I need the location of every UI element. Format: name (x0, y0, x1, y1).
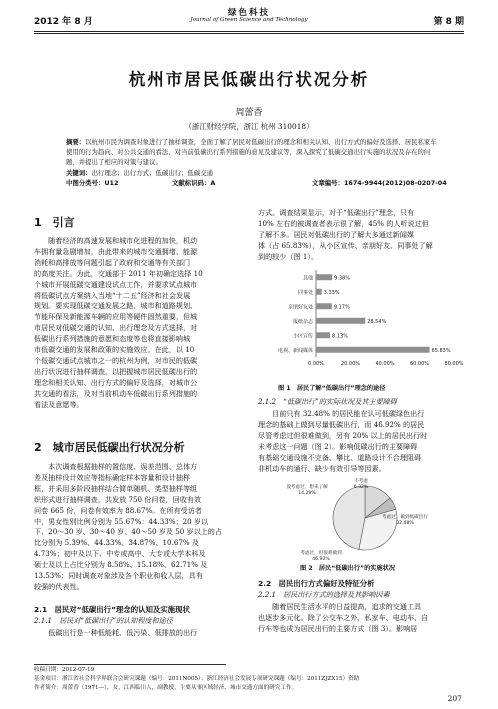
footnote-rule (34, 664, 226, 665)
slice-value-label: 14.29% (298, 491, 316, 496)
text-line: 尽管考虑过但很难做到，另有 20% 以上的居民出行时 (258, 430, 428, 440)
bar (316, 274, 332, 280)
text-line: 框，并采用多阶段抽样结合简单随机、类型抽样等组 (34, 483, 198, 493)
bar (316, 289, 322, 295)
header-rule-double (34, 33, 464, 34)
text-line: 出行状况进行抽样调查，以把握城市居民低碳出行的 (34, 366, 198, 376)
pie-slice (333, 486, 365, 549)
page-number: 207 (447, 694, 462, 703)
category-label: 亲朋好友处 (287, 304, 313, 311)
section-2-1-heading: 2.1 居民对“低碳出行”理念的认知及实施现状 (34, 605, 190, 614)
data-label: 65.83% (431, 347, 451, 354)
keywords (66, 168, 438, 178)
text-line: 4.73%；初中及以下、中专或高中、大专或大学本科及 (34, 549, 206, 559)
figure-2-caption: 图 2 居民“低碳出行”的实施状况 (300, 565, 396, 572)
text-line: 较强的代表性。 (34, 581, 84, 591)
abstract (66, 137, 438, 168)
data-label: 8.13% (332, 333, 348, 340)
document-code: 文献标识码：A (172, 179, 216, 187)
text-line: 问卷 665 份，问卷有效率为 88.67%。在所有受访者 (34, 505, 202, 515)
text-line: 织形式进行抽样调查，共发放 750 份问卷，回收有效 (34, 494, 202, 504)
text-line: 规划。要实现低碳交通发展之路，城市和道路规划、 (34, 301, 198, 311)
text-line: 了解不多。居民对低碳出行的了解大多通过新闻媒 (258, 229, 415, 239)
text-line: 本次调查根据抽样的置信度、误差范围、总体方 (34, 462, 198, 471)
text-line: 行车等也成为居民出行的主要方式（图 3）。影响居 (258, 623, 418, 633)
text-line: 个城市开展低碳交通建设试点工作，并要求试点城市 (34, 279, 198, 289)
x-tick-label: 40.00% (375, 361, 395, 367)
abstract-text: 以杭州市民为调查对象进行了抽样调查，全面了解了居民对低碳出行的理念和相关认知、出行方式的偏好及选择、居民私家车使用的行为趋向、对公共交通的看法、对当前低碳出行系列措施的意见及建议等，深入探究了低碳交通出行实施的状况及存在的问题，并提出了相应的对策与建议。 (66, 138, 437, 167)
text-line: 共交通的看法，及对当前机动车低碳出行系列措施的 (34, 388, 198, 398)
x-tick-label: 60.00% (409, 361, 430, 367)
bar (316, 303, 332, 309)
section-1-heading: 1 引言 (34, 216, 75, 229)
text-line: 低碳出行系列措施的意愿和态度等也将直接影响城 (34, 334, 191, 344)
category-label: 报纸杂志 (292, 318, 313, 325)
text-line: 理念和相关认知、出行方式的偏好及选择，对城市公 (34, 377, 198, 387)
text-line: 体（占 65.83%），从小区宣传、亲朋好友、同事处了解 (258, 240, 433, 250)
text-line: 市居民对低碳交通的认知、出行理念及方式选择，对 (34, 323, 198, 333)
slice-value-label: 6.32% (353, 485, 369, 490)
issue-number: 第 8 期 (433, 17, 464, 27)
text-line: 个低碳交通试点城市之一的杭州为例，对市民的低碳 (34, 355, 198, 365)
x-tick-label: 80.00% (444, 361, 464, 367)
x-tick-label: 0.00% (308, 361, 324, 367)
keywords-label: 关键词： (66, 169, 92, 177)
running-header (34, 6, 464, 30)
text-line: 目前只有 32.48% 的居民能在认可低碳绿色出行 (258, 409, 425, 418)
issue-date: 2012 年 8 月 (34, 17, 93, 27)
bar (316, 318, 365, 324)
journal-name: 绿色科技 (227, 8, 270, 18)
slice-value-label: 46.92% (312, 557, 330, 562)
text-line: 有基础交通设施不完备、攀比、道路设计不合理阻碍 (258, 452, 422, 462)
text-line: 下、20～30 岁、30～40 岁、40～50 岁及 50 岁以上的占 (34, 527, 222, 537)
slice-value-label: 32.48% (396, 521, 414, 526)
text-line: 13.53%；同时调查对象涉及各个职业和收入层，具有 (34, 571, 203, 580)
text-line: 硕士及以上占比分别为 8.58%、15.18%、62.71% 及 (34, 560, 208, 570)
section-2-2-1-heading: 2.2.1 居民出行方式的选择及其影响因素 (258, 590, 390, 599)
author-bio: 作者简介：周蕾香（1971—），女，江西临川人，副教授，主要从事区域经济、城市交通方面的研究工作。 (34, 685, 298, 691)
data-label: 28.54% (367, 318, 387, 325)
text-line: 中，男女性别比例分别为 55.67%：44.33%；20 岁以 (34, 516, 209, 526)
paper-title: 杭州市居民低碳出行状况分析 (128, 70, 370, 89)
text-line: 差及抽样设计效应等指标确定样本容量和设计抽样 (34, 472, 191, 482)
text-line: 方式。调查结果显示，对于“低碳出行”理念，只有 (258, 208, 415, 217)
text-line: 也逐步多元化。除了公交车之外，私家车、电动车、自 (258, 612, 429, 622)
article-number: 文章编号：1674-9944(2012)08-0207-04 (312, 179, 447, 187)
text-line: 低碳出行是一种低能耗、低污染、低排放的出行 (34, 628, 198, 637)
section-2-2-heading: 2.2 居民出行方式偏好及特征分析 (258, 579, 375, 588)
category-label: 同事处 (297, 289, 313, 296)
header-rule (34, 31, 464, 32)
bar (316, 347, 430, 353)
text-line: 非机动车的通行、缺少有效引导等因素。 (258, 463, 386, 473)
slice-label: 不考虑 (354, 479, 368, 484)
fund-note: 基金项目：浙江省社会科学界联合会研究课题（编号：2011N005）；浙江经济社会发展专项研究课题（编号：2011ZJZX15）资助 (34, 676, 360, 682)
abstract-label: 摘要： (66, 138, 86, 146)
category-label: 小区宣传 (292, 333, 313, 340)
section-2-1-1-heading: 2.1.1 居民对“低碳出行”的认知程度和途径 (34, 616, 173, 625)
category-label: 电视、新闻媒体 (277, 347, 313, 354)
text-line: 的高度关注。为此，交通部于 2011 年初确定选择 10 (34, 268, 203, 278)
figure-1-bar-chart (258, 266, 464, 378)
author: 周蕾香 (235, 108, 263, 118)
text-line: 比分别为 5.39%、44.33%、34.87%、10.67% 及 (34, 538, 199, 548)
section-2-heading: 2 城市居民低碳出行状况分析 (34, 441, 185, 454)
keywords-text: 出行理念；出行方式；低碳出行；低碳交通 (91, 169, 213, 177)
text-line: 节能环保及新能源车辆的应用等硬件固然重要，但城 (34, 312, 198, 322)
text-line: 消耗和高排放等问题引起了政府和交通等有关部门 (34, 257, 191, 267)
bar (316, 332, 330, 338)
text-line: 未考虑这一问题（图 2）。影响低碳出行的主要障碍 (258, 441, 418, 451)
affiliation: （浙江财经学院，浙江 杭州 310018） (184, 122, 314, 131)
journal-name-en: Journal of Green Science and Technology (190, 17, 308, 23)
x-tick-label: 20.00% (340, 361, 361, 367)
category-label: 其他 (302, 275, 313, 282)
data-label: 9.38% (334, 275, 351, 282)
received-date: 收稿日期：2012-07-19 (34, 667, 95, 673)
slice-label: 没考虑过，想来了解 (286, 485, 328, 490)
figure-2-pie-chart (270, 478, 460, 562)
slice-label: 考虑过，做到低碳出行 (382, 515, 428, 520)
data-label: 9.17% (333, 304, 350, 311)
clc-number: 中图分类号：U12 (66, 179, 119, 187)
text-line: 理念的基础上做到尽量低碳出行，而 46.92% 的居民 (258, 419, 425, 429)
text-line: 市低碳交通的发展和政策的实施效应。在此，以 10 (34, 345, 195, 354)
section-2-1-2-heading: 2.1.2 “低碳出行”的实际状况及其主要障碍 (258, 397, 397, 406)
data-label: 3.33% (323, 289, 340, 296)
text-line: 车拥有量急剧增加，由此带来的城市交通拥堵、能源 (34, 246, 198, 256)
text-line: 看法及意愿等。 (34, 399, 84, 409)
figure-1-caption: 图 1 居民了解“低碳出行”理念的途径 (278, 385, 386, 392)
text-line: 随着经济的高速发展和城市化进程的加快，机动 (34, 236, 198, 245)
text-line: 到的较少（图 1）。 (258, 251, 318, 261)
text-line: 随着居民生活水平的日益提高，追求的交通工具 (258, 602, 422, 611)
text-line: 10% 左右的被调查者表示很了解，45% 的人听说过但 (258, 218, 429, 228)
text-line: 将低碳试点方案纳入当地“十二五”经济和社会发展 (34, 290, 191, 300)
slice-label: 考虑过，但很难做到 (300, 551, 342, 556)
